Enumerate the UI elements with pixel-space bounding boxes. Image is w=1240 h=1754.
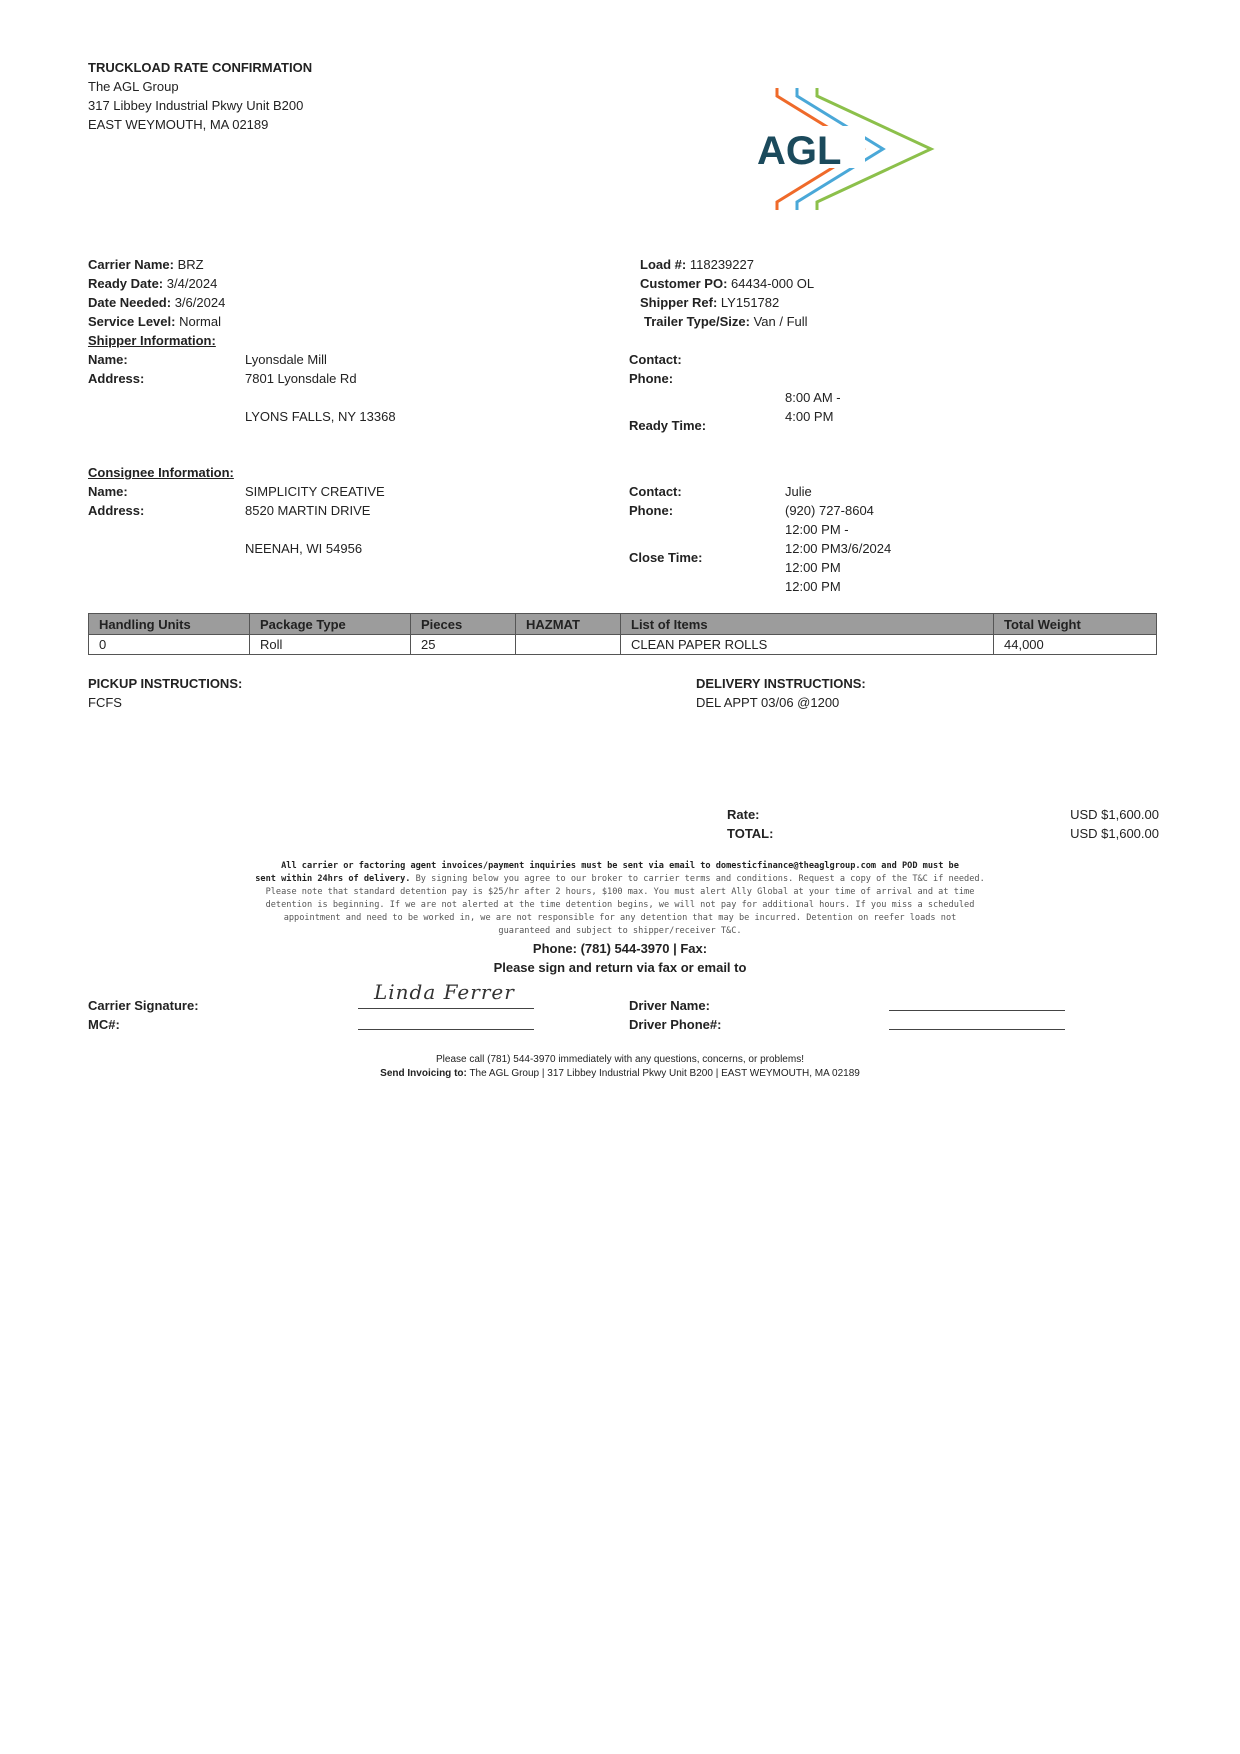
table-row	[89, 635, 1157, 655]
carrier-signature-field[interactable]	[358, 978, 534, 1009]
shipper-contact-label: Contact:	[629, 352, 682, 367]
shipper-phone-label: Phone:	[629, 371, 674, 386]
customer-po-value: 64434-000 OL	[731, 276, 815, 291]
consignee-contact-value: Julie	[785, 484, 812, 499]
shipper-ref-row	[640, 293, 779, 312]
header-list-of-items: List of Items	[621, 614, 994, 635]
header-pieces: Pieces	[411, 614, 516, 635]
cell-hazmat	[516, 635, 621, 655]
agl-logo	[755, 84, 945, 214]
rate-label: Rate:	[727, 807, 760, 822]
logo-text: AGL	[757, 129, 842, 173]
close-time-line2: 12:00 PM3/6/2024	[785, 541, 892, 556]
ready-date-value: 3/4/2024	[166, 276, 218, 291]
customer-po-label: Customer PO:	[640, 276, 728, 291]
cell-list-of-items: CLEAN PAPER ROLLS	[621, 635, 994, 655]
trailer-value: Van / Full	[753, 314, 808, 329]
pickup-instructions-value: FCFS	[88, 695, 122, 710]
driver-phone-label: Driver Phone#:	[629, 1017, 722, 1032]
consignee-section-title: Consignee Information:	[88, 465, 234, 480]
ready-time-line1: 8:00 AM -	[785, 390, 841, 405]
carrier-signature-scrawl: Linda Ferrer	[374, 980, 515, 1004]
consignee-name-label: Name:	[88, 484, 128, 499]
items-table	[88, 613, 1157, 655]
shipper-name-label: Name:	[88, 352, 128, 367]
consignee-contact-label: Contact:	[629, 484, 682, 499]
trailer-label: Trailer Type/Size:	[644, 314, 750, 329]
document-title: TRUCKLOAD RATE CONFIRMATION	[88, 60, 313, 75]
header-handling-units: Handling Units	[89, 614, 250, 635]
load-number-row	[640, 255, 754, 274]
disclaimer-line2	[220, 873, 1020, 886]
date-needed-value: 3/6/2024	[174, 295, 226, 310]
shipper-address-label: Address:	[88, 371, 145, 386]
company-address-line1: 317 Libbey Industrial Pkwy Unit B200	[88, 98, 304, 113]
delivery-instructions-label: DELIVERY INSTRUCTIONS:	[696, 676, 866, 691]
sign-return-line: Please sign and return via fax or email to	[493, 960, 747, 975]
ready-time-line2: 4:00 PM	[785, 409, 834, 424]
close-time-label: Close Time:	[629, 550, 703, 565]
load-number-label: Load #:	[640, 257, 687, 272]
cell-handling-units: 0	[89, 635, 250, 655]
rate-value: USD $1,600.00	[1070, 807, 1159, 822]
carrier-name-label: Carrier Name:	[88, 257, 174, 272]
driver-name-label: Driver Name:	[629, 998, 710, 1013]
footer-invoicing-line	[0, 1067, 1240, 1081]
date-needed-row	[88, 293, 225, 312]
invoicing-label: Send Invoicing to:	[380, 1068, 467, 1079]
shipper-section-title: Shipper Information:	[88, 333, 216, 348]
ready-date-row	[88, 274, 217, 293]
disclaimer-line2-text: By signing below you agree to our broker to carrier terms and conditions. Request a copy of the T&C if needed.	[410, 874, 985, 884]
carrier-name-row	[88, 255, 204, 274]
delivery-instructions-value: DEL APPT 03/06 @1200	[696, 695, 840, 710]
ready-date-label: Ready Date:	[88, 276, 164, 291]
footer-call-line: Please call (781) 544-3970 immediately with any questions, concerns, or problems!	[436, 1054, 804, 1065]
mc-number-label: MC#:	[88, 1017, 120, 1032]
shipper-name-value: Lyonsdale Mill	[245, 352, 327, 367]
consignee-address-line1: 8520 MARTIN DRIVE	[245, 503, 371, 518]
shipper-address-line2: LYONS FALLS, NY 13368	[245, 409, 396, 424]
load-number-value: 118239227	[689, 257, 754, 272]
disclaimer-line5: appointment and need to be worked in, we are not responsible for any detention that may be incurred. Detention on reefer loads not	[283, 913, 957, 923]
shipper-address-line1: 7801 Lyonsdale Rd	[245, 371, 357, 386]
pickup-instructions-label: PICKUP INSTRUCTIONS:	[88, 676, 243, 691]
close-time-line1: 12:00 PM -	[785, 522, 849, 537]
shipper-ref-label: Shipper Ref:	[640, 295, 718, 310]
disclaimer-line6: guaranteed and subject to shipper/receiver T&C.	[498, 926, 742, 936]
company-address-line2: EAST WEYMOUTH, MA 02189	[88, 117, 269, 132]
header-total-weight: Total Weight	[994, 614, 1157, 635]
carrier-signature-label: Carrier Signature:	[88, 998, 199, 1013]
total-label: TOTAL:	[727, 826, 774, 841]
consignee-address-line2: NEENAH, WI 54956	[245, 541, 363, 556]
close-time-line3: 12:00 PM	[785, 560, 841, 575]
service-level-row	[88, 312, 221, 331]
company-header	[88, 58, 312, 134]
ready-time-label: Ready Time:	[629, 418, 707, 433]
disclaimer-line1: All carrier or factoring agent invoices/payment inquiries must be sent via email to domesticfinance@theaglgroup.com and POD must be	[281, 861, 959, 871]
cell-pieces: 25	[411, 635, 516, 655]
cell-total-weight: 44,000	[994, 635, 1157, 655]
date-needed-label: Date Needed:	[88, 295, 172, 310]
driver-phone-field[interactable]	[889, 1028, 1065, 1030]
driver-name-field[interactable]	[889, 1009, 1065, 1011]
service-level-label: Service Level:	[88, 314, 176, 329]
consignee-address-label: Address:	[88, 503, 145, 518]
disclaimer-line2-bold: sent within 24hrs of delivery.	[255, 874, 411, 884]
header-package-type: Package Type	[250, 614, 411, 635]
disclaimer-line3: Please note that standard detention pay is $25/hr after 2 hours, $100 max. You must alert Ally Global at your time of arrival and at time	[265, 887, 975, 897]
consignee-phone-value: (920) 727-8604	[785, 503, 874, 518]
trailer-row	[644, 312, 808, 331]
mc-number-field[interactable]	[358, 1028, 534, 1030]
consignee-name-value: SIMPLICITY CREATIVE	[245, 484, 385, 499]
company-name: The AGL Group	[88, 79, 179, 94]
consignee-phone-label: Phone:	[629, 503, 674, 518]
items-table-header-row	[89, 614, 1157, 635]
close-time-line4: 12:00 PM	[785, 579, 841, 594]
service-level-value: Normal	[179, 314, 221, 329]
phone-fax-line: Phone: (781) 544-3970 | Fax:	[532, 941, 708, 956]
disclaimer-line4: detention is beginning. If we are not alerted at the time detention begins, we will not pay for additional hours. If you miss a scheduled	[265, 900, 975, 910]
carrier-name-value: BRZ	[177, 257, 204, 272]
shipper-ref-value: LY151782	[720, 295, 780, 310]
header-hazmat: HAZMAT	[516, 614, 621, 635]
terms-disclaimer	[220, 860, 1020, 938]
cell-package-type: Roll	[250, 635, 411, 655]
customer-po-row	[640, 274, 814, 293]
total-value: USD $1,600.00	[1070, 826, 1159, 841]
invoicing-text: The AGL Group | 317 Libbey Industrial Pkwy Unit B200 | EAST WEYMOUTH, MA 02189	[466, 1068, 860, 1079]
